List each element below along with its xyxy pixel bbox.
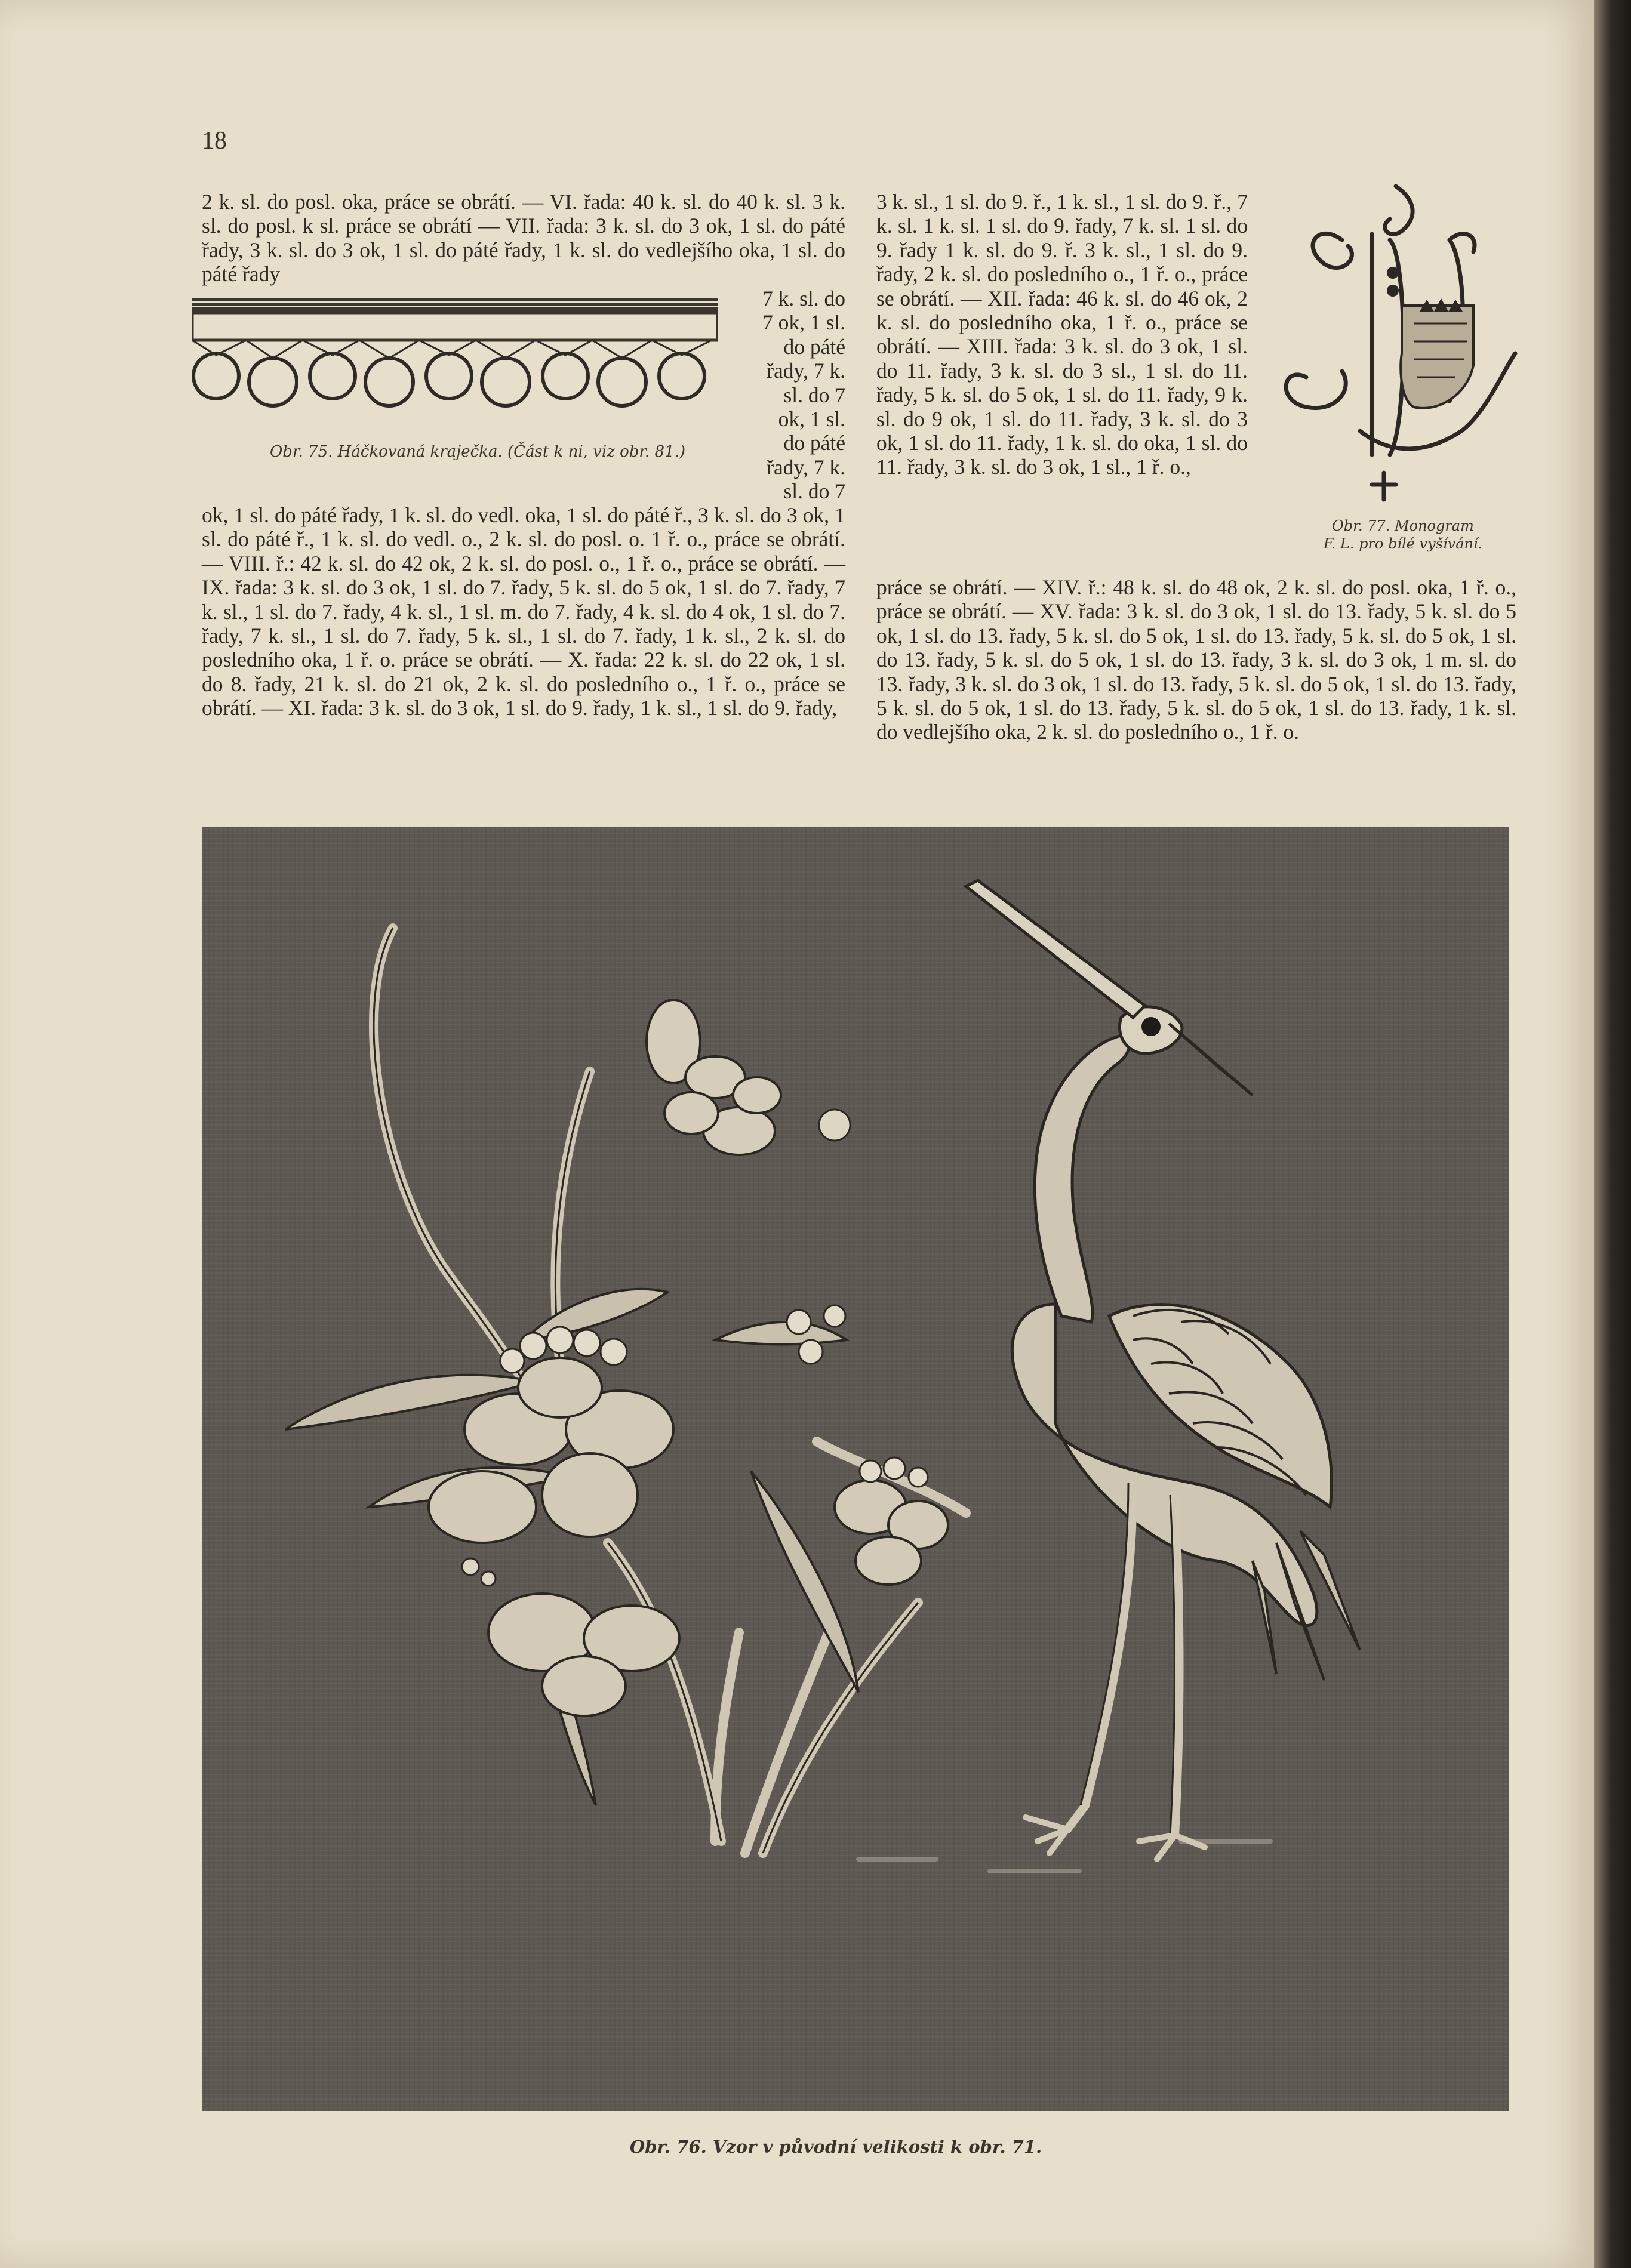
figure-77-caption-line: F. L. pro bílé vyšívání. <box>1323 535 1483 552</box>
left-column-side-text <box>731 286 845 504</box>
paragraph: 3 k. sl., 1 sl. do 9. ř., 1 k. sl., 1 sl. do 9. ř., 7 k. sl. 1 k. sl. 1 sl. do 9. řady, 7 k. sl. 1 sl. do 9. řady 1 k. sl. do 9. ř. 3 k. sl., 1 sl. do 9. řady, 2 k. sl. do posledního o., 1 ř. o., práce se obrátí. — XII. řada: 46 k. sl. do 46 ok, 2 k. sl. do posledního oka, 1 ř. o., práce se obrátí. — XIII. řada: 3 k. sl. do 3 ok, 1 sl. do 11. řady, 3 k. sl. do 3 sl., 1 sl. do 11. řady, 5 k. sl. do 5 ok, 1 sl. do 11. řady, 9 k. sl. do 9 ok, 1 sl. do 11. řady, 3 k. sl. do 3 ok, 1 sl. do 11. řady, 1 k. sl. do oka, 1 sl. do 11. řady, 3 k. sl. do 3 ok, 1 sl., 1 ř. o., <box>876 190 1248 479</box>
figure-76-caption <box>358 2137 1313 2157</box>
monogram-figure <box>1270 174 1533 509</box>
text-line: řady, 7 k. <box>767 359 845 383</box>
left-column-top-text <box>202 190 845 286</box>
text-line: do páté <box>783 334 845 359</box>
figure-77-caption-line: Obr. 77. Monogram <box>1332 517 1474 534</box>
text-line: 7 ok, 1 sl. <box>762 310 845 335</box>
text-line: ok, 1 sl. <box>778 407 845 432</box>
figure-75-caption: Obr. 75. Háčkovaná kraječka. (Část k ni, viz obr. 81.) <box>269 443 686 461</box>
left-column-main-text <box>202 503 845 720</box>
figure-77-caption <box>1254 517 1552 553</box>
paragraph: 2 k. sl. do posl. oka, práce se obrátí. — VI. řada: 40 k. sl. do 40 k. sl. 3 k. sl. do posl. k sl. práce se obrátí — VII. řada: 3 k. sl. do 3 ok, 1 sl. do páté řady, 3 k. sl. do 3 ok, 1 sl. do páté řady, 1 k. sl. do vedlejšího oka, 1 sl. do páté řady <box>202 190 845 286</box>
figure-76-caption-emphasis: původní velikosti <box>778 2137 944 2157</box>
paragraph: práce se obrátí. — XIV. ř.: 48 k. sl. do 48 ok, 2 k. sl. do posl. oka, 1 ř. o., práce se obrátí. — XV. řada: 3 k. sl. do 3 ok, 1 sl. do 13. řady, 5 k. sl. do 5 ok, 1 sl. do 13. řady, 5 k. sl. do 5 ok, 1 sl. do 13. řady, 5 k. sl. do 5 ok, 1 sl. do 13. řady, 5 k. sl. do 5 ok, 1 sl. do 13. řady, 3 k. sl. do 3 ok, 1 m. sl. do 13. řady, 3 k. sl. do 3 ok, 1 sl. do 13. řady, 5 k. sl. do 5 ok, 1 sl. do 13. řady, 5 k. sl. do 5 ok, 1 sl. do 13. řady, 5 k. sl. do 5 ok, 1 sl. do 13. řady, 1 k. sl. do vedlejšího oka, 2 k. sl. do posledního o., 1 ř. o. <box>876 575 1516 744</box>
embroidery-crane-illustration <box>202 827 1509 2111</box>
text-line: do páté <box>783 431 845 455</box>
crochet-lace-figure <box>192 298 718 412</box>
page-number: 18 <box>202 127 227 155</box>
right-column-top-text <box>876 190 1248 479</box>
right-column-main-text <box>876 575 1516 744</box>
text-line: sl. do 7 <box>783 479 845 504</box>
text-line: řady, 7 k. <box>767 455 845 479</box>
paragraph: ok, 1 sl. do páté řady, 1 k. sl. do vedl. oka, 1 sl. do páté ř., 3 k. sl. do 3 ok, 1 sl. do páté ř., 1 k. sl. do vedl. o., 2 k. sl. do posl. o. 1 ř. o., práce se obrátí. — VIII. ř.: 42 k. sl. do 42 ok, 2 k. sl. do posl. o., 1 ř. o., práce se obrátí. — IX. řada: 3 k. sl. do 3 ok, 1 sl. do 7. řady, 5 k. sl. do 5 ok, 1 sl. do 7. řady, 7 k. sl., 1 sl. do 7. řady, 4 k. sl., 1 sl. m. do 7. řady, 4 k. sl. do 4 ok, 1 sl. do 7. řady, 7 k. sl., 1 sl. do 7. řady, 5 k. sl., 1 sl. do 7. řady, 1 k. sl., 2 k. sl. do posledního oka, 1 ř. o. práce se obrátí. — X. řada: 22 k. sl. do 22 ok, 1 sl. do 8. řady, 21 k. sl. do 21 ok, 2 k. sl. do posledního o., 1 ř. o., práce se obrátí. — XI. řada: 3 k. sl. do 3 ok, 1 sl. do 9. řady, 1 k. sl., 1 sl. do 9. řady, <box>202 503 845 720</box>
figure-76-caption-suffix: k obr. 71. <box>944 2137 1042 2157</box>
figure-76-caption-prefix: Obr. 76. Vzor v <box>629 2137 779 2157</box>
book-spine-edge <box>1594 0 1631 2268</box>
text-line: 7 k. sl. do <box>762 286 845 310</box>
text-line: sl. do 7 <box>783 383 845 407</box>
